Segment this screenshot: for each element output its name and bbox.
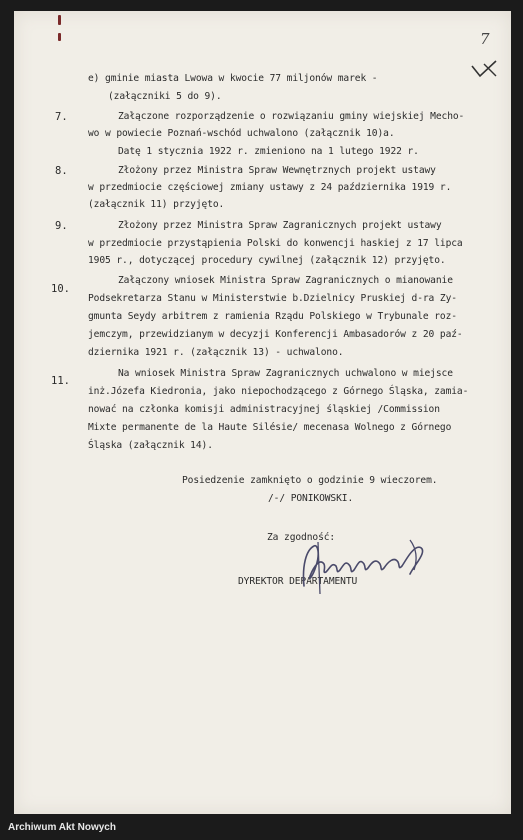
archive-footer (0, 814, 523, 840)
text-line: Mixte permanente de la Haute Silésie/ mecenasa Wolnego z Górnego (88, 422, 452, 433)
text-line: Datę 1 stycznia 1922 r. zmieniono na 1 lutego 1922 r. (118, 146, 419, 157)
text-line: wo w powiecie Poznań-wschód uchwalono (załącznik 10)a. (88, 128, 395, 139)
item-number: 11. (51, 375, 70, 387)
text-line: nować na członka komisji administracyjnej śląskiej /Commission (88, 404, 440, 415)
archive-name: Archiwum Akt Nowych (8, 822, 116, 833)
text-line: Złożony przez Ministra Spraw Wewnętrznych projekt ustawy (118, 165, 436, 176)
text-line: Na wniosek Ministra Spraw Zagranicznych uchwalono w miejsce (118, 368, 453, 379)
item-number: 9. (55, 220, 68, 232)
text-line: Podsekretarza Stanu w Ministerstwie b.Dzielnicy Pruskiej d-ra Zy- (88, 293, 457, 304)
text-line: Za zgodność: (267, 532, 336, 543)
item-number: 7. (55, 111, 68, 123)
text-line: jemczym, przewidzianym w decyzji Konferencji Ambasadorów z 20 paź- (88, 329, 463, 340)
text-line: e) gminie miasta Lwowa w kwocie 77 miljonów marek - (88, 73, 378, 84)
item-number: 10. (51, 283, 70, 295)
item-number: 8. (55, 165, 68, 177)
binding-mark (58, 33, 61, 41)
text-line: w przedmiocie przystąpienia Polski do konwencji haskiej z 17 lipca (88, 238, 463, 249)
text-line: w przedmiocie częściowej zmiany ustawy z 24 października 1919 r. (88, 182, 452, 193)
text-line: DYREKTOR DEPARTAMENTU (238, 576, 358, 587)
text-line: Załączone rozporządzenie o rozwiązaniu gminy wiejskiej Mecho- (118, 111, 465, 122)
text-line: Posiedzenie zamknięto o godzinie 9 wieczorem. (182, 475, 438, 486)
text-line: dziernika 1921 r. (załącznik 13) - uchwalono. (88, 347, 344, 358)
binding-mark (58, 15, 61, 25)
text-line: /-/ PONIKOWSKI. (268, 493, 354, 504)
text-line: Śląska (załącznik 14). (88, 440, 213, 451)
text-line: (załączniki 5 do 9). (108, 91, 222, 102)
text-line: Załączony wniosek Ministra Spraw Zagranicznych o mianowanie (118, 275, 453, 286)
check-mark-icon (470, 58, 500, 80)
text-line: Złożony przez Ministra Spraw Zagranicznych projekt ustawy (118, 220, 442, 231)
text-line: inż.Józefa Kiedronia, jako niepochodzącego z Górnego Śląska, zamia- (88, 386, 469, 397)
text-line: (załącznik 11) przyjęto. (88, 199, 225, 210)
text-line: 1905 r., dotyczącej procedury cywilnej (załącznik 12) przyjęto. (88, 255, 446, 266)
page-number: 7 (480, 30, 490, 48)
text-line: gmunta Seydy arbitrem z ramienia Rządu Polskiego w Trybunale roz- (88, 311, 457, 322)
signature (298, 536, 438, 598)
